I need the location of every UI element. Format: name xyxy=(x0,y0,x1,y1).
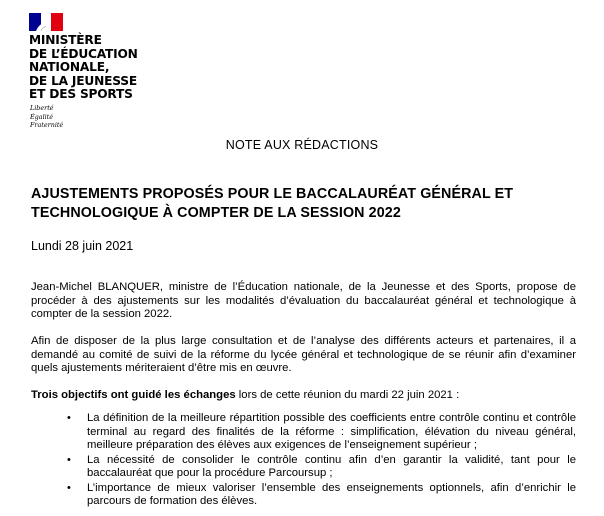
objectives-lead-bold: Trois objectifs ont guidé les échanges xyxy=(31,389,236,401)
ministry-line: DE LA JEUNESSE xyxy=(29,73,137,88)
bullet-icon: • xyxy=(67,412,71,424)
motto-fraternite: Fraternité xyxy=(30,121,64,129)
paragraph-objectives xyxy=(31,389,576,403)
objectives-list xyxy=(67,412,576,510)
ministry-line: MINISTÈRE xyxy=(29,33,102,47)
list-item-text: La définition de la meilleure répartition possible des coefficients entre contrôle continu et contrôle terminal au regard des finalités de la réforme : simplification, élévation du niveau général, meilleure préparation des élèves aux exigences de l’enseignement supérieur ; xyxy=(87,412,576,451)
paragraph-intro: Jean-Michel BLANQUER, ministre de l’Éducation nationale, de la Jeunesse et des Sports, propose de procéder à des ajustements sur les modalités d’évaluation du baccalauréat général et technologique à compter de la session 2022. xyxy=(31,281,576,320)
list-item-text: L’importance de mieux valoriser l’ensemble des enseignements optionnels, afin d’enrichir le parcours de formation des élèves. xyxy=(87,481,576,507)
bullet-icon: • xyxy=(67,453,71,466)
list-item xyxy=(67,453,576,481)
objectives-lead-rest: lors de cette réunion du mardi 22 juin 2021 : xyxy=(235,389,460,401)
ministry-name xyxy=(29,34,138,102)
ministry-line: NATIONALE, xyxy=(29,60,110,74)
motto-liberte: Liberté xyxy=(30,104,54,112)
ministry-line: DE L’ÉDUCATION xyxy=(29,46,138,61)
bullet-icon: • xyxy=(67,481,71,494)
ministry-line: ET DES SPORTS xyxy=(29,87,133,101)
french-flag-marianne-icon xyxy=(29,13,63,31)
republic-motto xyxy=(30,104,63,130)
list-item xyxy=(67,412,576,453)
document-title: AJUSTEMENTS PROPOSÉS POUR LE BACCALAURÉAT GÉNÉRAL ET TECHNOLOGIQUE À COMPTER DE LA SESSION 2022 xyxy=(31,186,514,221)
document-date: Lundi 28 juin 2021 xyxy=(31,239,134,253)
motto-egalite: Égalité xyxy=(30,112,54,121)
list-item-text: La nécessité de consolider le contrôle continu afin d’en garantir la validité, tant pour le baccalauréat que pour la procédure Parcoursup ; xyxy=(87,453,576,479)
list-item xyxy=(67,481,576,509)
note-title: NOTE AUX RÉDACTIONS xyxy=(225,138,379,152)
paragraph-consultation: Afin de disposer de la plus large consultation et de l’analyse des différents acteurs et partenaires, il a demandé au comité de suivi de la réforme du lycée général et technologique de se réunir afin d’examiner quels ajustements mériteraient d’être mis en œuvre. xyxy=(31,335,576,374)
